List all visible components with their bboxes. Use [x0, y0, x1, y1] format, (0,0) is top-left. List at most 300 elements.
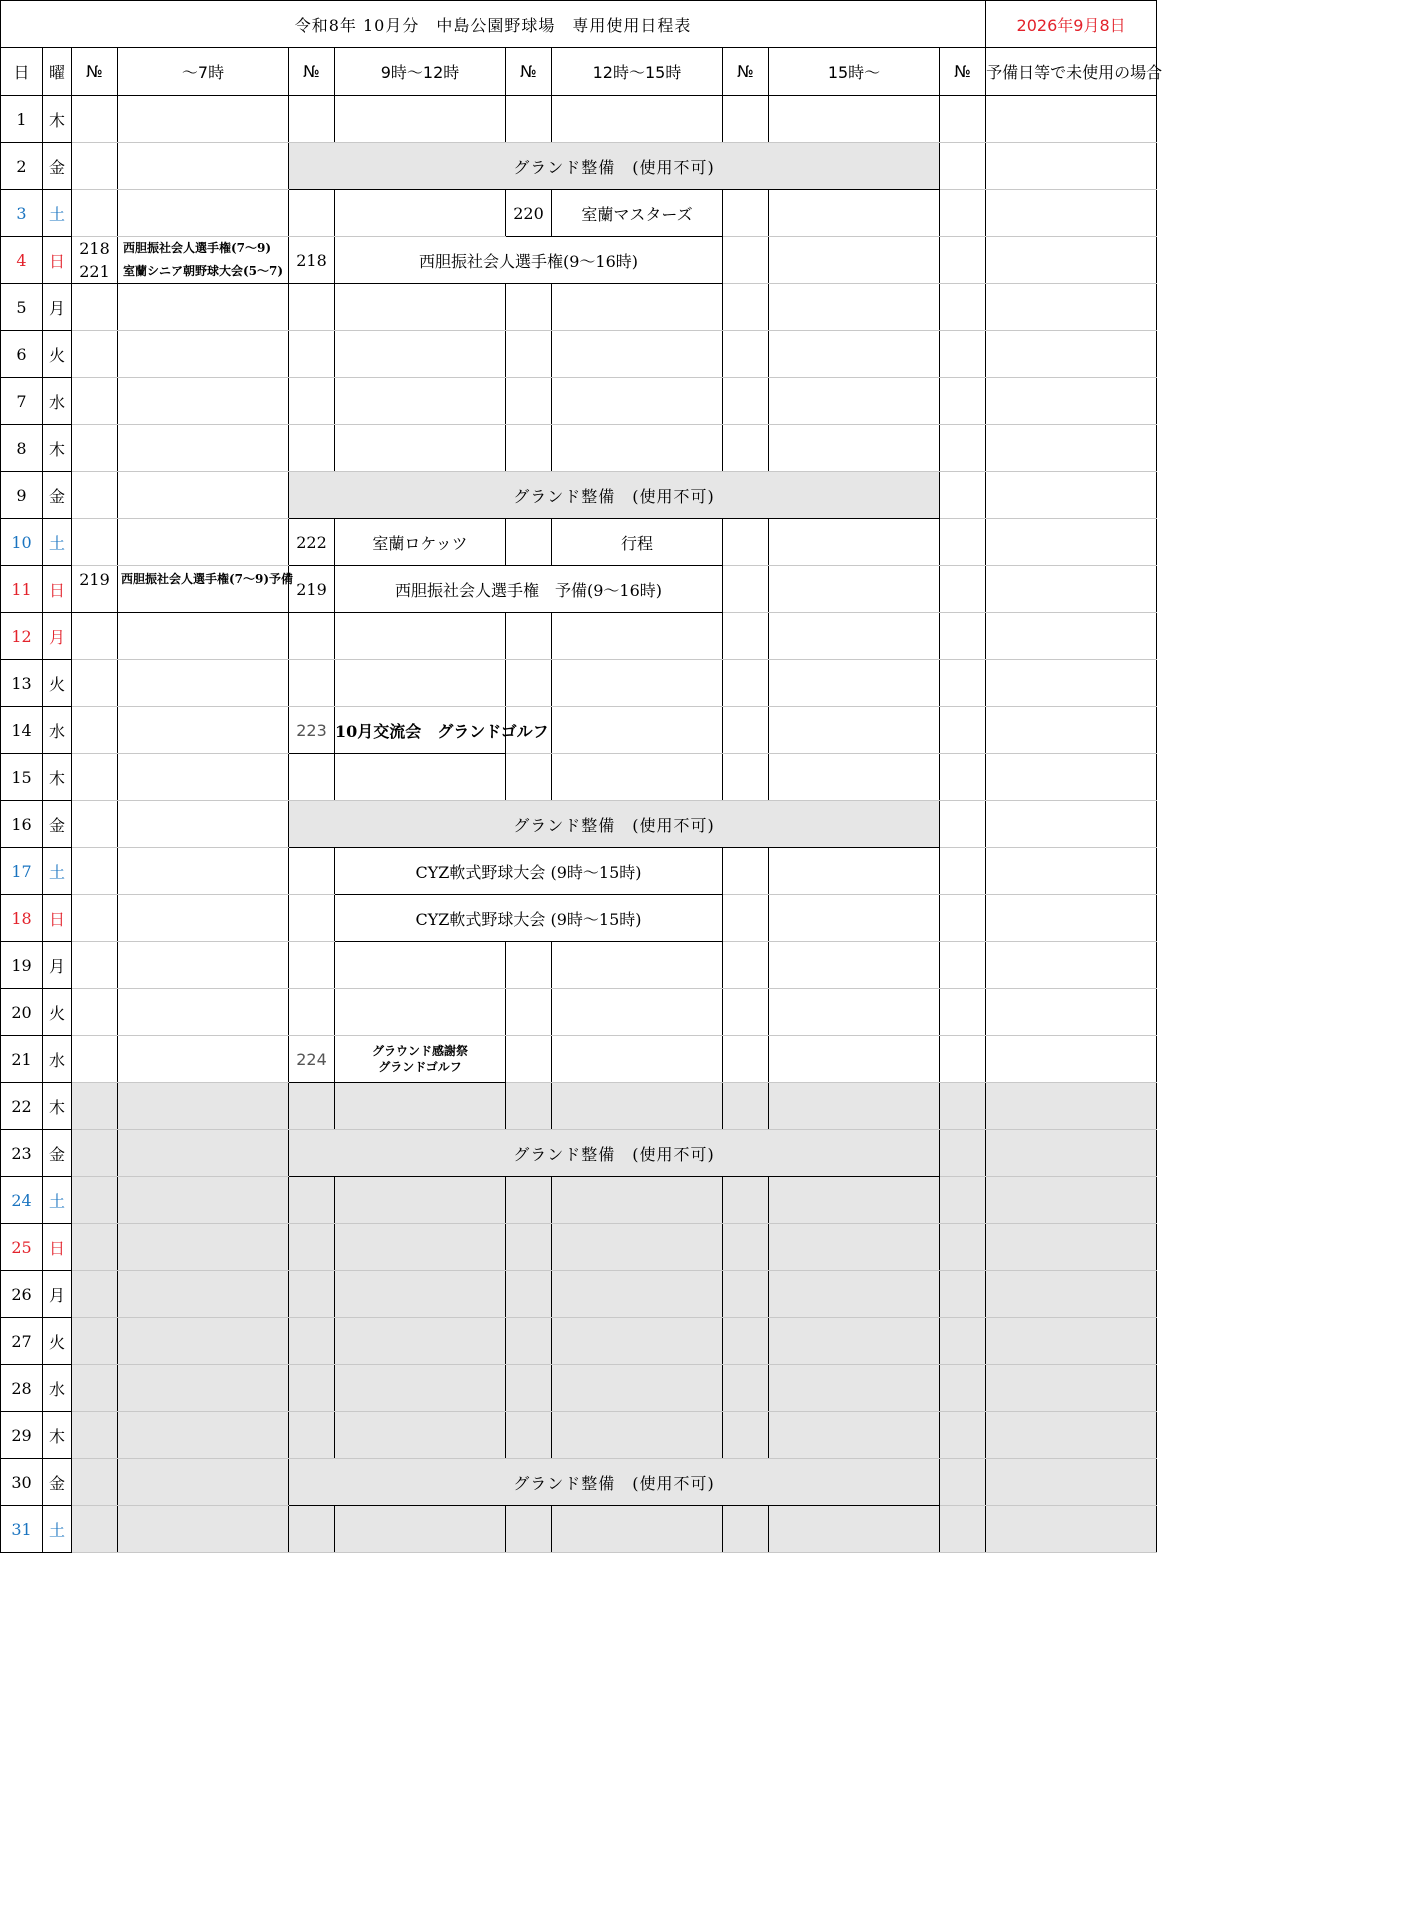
- slot-early: [118, 143, 289, 190]
- no-afternoon: [506, 1224, 552, 1271]
- no-early: [72, 1130, 118, 1177]
- header-no-5: №: [940, 48, 986, 96]
- day-number: 9: [1, 472, 43, 519]
- no-afternoon: [506, 378, 552, 425]
- no-reserve: [940, 1459, 986, 1506]
- no-reserve: [940, 566, 986, 613]
- no-morning: 223: [289, 707, 335, 754]
- weekday: 火: [43, 331, 72, 378]
- slot-early: [118, 1083, 289, 1130]
- day-number: 27: [1, 1318, 43, 1365]
- slot-morning: [335, 989, 506, 1036]
- slot-morning: [335, 754, 506, 801]
- slot-afternoon: [552, 1177, 723, 1224]
- no-reserve: [940, 472, 986, 519]
- slot-reserve: [986, 425, 1157, 472]
- day-number: 25: [1, 1224, 43, 1271]
- no-reserve: [940, 1083, 986, 1130]
- no-afternoon: [506, 989, 552, 1036]
- day-number: 4: [1, 237, 43, 284]
- no-reserve: [940, 143, 986, 190]
- day-number: 6: [1, 331, 43, 378]
- day-number: 17: [1, 848, 43, 895]
- slot-reserve: [986, 519, 1157, 566]
- slot-reserve: [986, 1130, 1157, 1177]
- header-reserve: 予備日等で未使用の場合: [986, 48, 1157, 96]
- slot-reserve: [986, 190, 1157, 237]
- slot-evening: [769, 519, 940, 566]
- table-row: [1, 1130, 1157, 1177]
- no-afternoon: [506, 1036, 552, 1083]
- no-evening: [723, 1271, 769, 1318]
- slot-early: [118, 1459, 289, 1506]
- table-row: [1, 895, 1157, 942]
- slot-morning: [335, 660, 506, 707]
- weekday: 土: [43, 1177, 72, 1224]
- no-early: [72, 425, 118, 472]
- no-evening: [723, 848, 769, 895]
- no-afternoon: [506, 519, 552, 566]
- slot-afternoon: [552, 425, 723, 472]
- no-early: [72, 801, 118, 848]
- table-row: [1, 1083, 1157, 1130]
- slot-early: [118, 707, 289, 754]
- no-early: [72, 660, 118, 707]
- slot-evening: [769, 96, 940, 143]
- slot-afternoon: [552, 1036, 723, 1083]
- no-reserve: [940, 519, 986, 566]
- no-evening: [723, 1318, 769, 1365]
- slot-afternoon: [552, 96, 723, 143]
- day-number: 18: [1, 895, 43, 942]
- no-reserve: [940, 378, 986, 425]
- slot-evening: [769, 1318, 940, 1365]
- slot-early: [118, 801, 289, 848]
- event-text: グラウンド感謝祭: [371, 1044, 468, 1058]
- weekday: 月: [43, 1271, 72, 1318]
- table-row: [1, 1177, 1157, 1224]
- no-afternoon: [506, 1365, 552, 1412]
- slot-morning: [335, 1318, 506, 1365]
- no-morning: [289, 1224, 335, 1271]
- no-morning: [289, 1177, 335, 1224]
- slot-reserve: [986, 378, 1157, 425]
- table-row: [1, 613, 1157, 660]
- no-evening: [723, 190, 769, 237]
- no-evening: [723, 566, 769, 613]
- weekday: 金: [43, 801, 72, 848]
- no-morning: [289, 1083, 335, 1130]
- no-morning: [289, 942, 335, 989]
- slot-early: [118, 989, 289, 1036]
- day-number: 15: [1, 754, 43, 801]
- weekday: 金: [43, 1130, 72, 1177]
- table-row: [1, 1506, 1157, 1553]
- maintenance-cell: グランド整備 (使用不可): [289, 801, 940, 848]
- slot-evening: [769, 660, 940, 707]
- slot-reserve: [986, 942, 1157, 989]
- no-early: [72, 190, 118, 237]
- no-afternoon: [506, 1271, 552, 1318]
- event-cell: 室蘭ロケッツ: [335, 519, 506, 566]
- no-afternoon: 220: [506, 190, 552, 237]
- no-morning: [289, 660, 335, 707]
- table-row: [1, 378, 1157, 425]
- no-morning: [289, 895, 335, 942]
- no-early: [72, 848, 118, 895]
- weekday: 日: [43, 895, 72, 942]
- no-afternoon: [506, 660, 552, 707]
- slot-early: [118, 1177, 289, 1224]
- event-cell: CYZ軟式野球大会 (9時～15時): [335, 848, 723, 895]
- slot-early: [118, 378, 289, 425]
- slot-early: [118, 1506, 289, 1553]
- weekday: 土: [43, 190, 72, 237]
- weekday: 日: [43, 237, 72, 284]
- slot-early: [118, 190, 289, 237]
- slot-afternoon: [552, 1412, 723, 1459]
- slot-early: [118, 660, 289, 707]
- header-slot-early: ～7時: [118, 48, 289, 96]
- event-no: 218: [79, 239, 110, 258]
- slot-evening: [769, 284, 940, 331]
- no-evening: [723, 895, 769, 942]
- no-reserve: [940, 613, 986, 660]
- day-number: 2: [1, 143, 43, 190]
- no-afternoon: [506, 331, 552, 378]
- no-early: [72, 1271, 118, 1318]
- no-evening: [723, 1224, 769, 1271]
- slot-early: [118, 566, 294, 613]
- no-morning: [289, 378, 335, 425]
- slot-early: [118, 613, 289, 660]
- no-afternoon: [506, 96, 552, 143]
- no-early: [72, 566, 118, 613]
- weekday: 土: [43, 519, 72, 566]
- no-reserve: [940, 284, 986, 331]
- no-evening: [723, 1177, 769, 1224]
- no-early: [72, 1365, 118, 1412]
- no-early: [72, 378, 118, 425]
- no-afternoon: [506, 942, 552, 989]
- page-title: 令和8年 10月分 中島公園野球場 専用使用日程表: [1, 1, 986, 48]
- event-no: 221: [79, 262, 110, 281]
- no-afternoon: [506, 1318, 552, 1365]
- slot-early: [118, 331, 289, 378]
- maintenance-cell: グランド整備 (使用不可): [289, 143, 940, 190]
- no-morning: [289, 989, 335, 1036]
- slot-afternoon: [552, 1365, 723, 1412]
- weekday: 日: [43, 1224, 72, 1271]
- no-afternoon: [506, 613, 552, 660]
- slot-reserve: [986, 1271, 1157, 1318]
- weekday: 木: [43, 754, 72, 801]
- table-row: [1, 472, 1157, 519]
- no-morning: [289, 190, 335, 237]
- issue-date: 2026年9月8日: [986, 1, 1157, 48]
- slot-reserve: [986, 660, 1157, 707]
- slot-evening: [769, 707, 940, 754]
- table-row: [1, 1365, 1157, 1412]
- table-row: [1, 660, 1157, 707]
- slot-early: [118, 237, 289, 284]
- weekday: 木: [43, 1083, 72, 1130]
- no-early: [72, 237, 118, 284]
- slot-reserve: [986, 1318, 1157, 1365]
- no-morning: [289, 613, 335, 660]
- weekday: 土: [43, 1506, 72, 1553]
- no-morning: 219: [289, 566, 335, 613]
- no-reserve: [940, 425, 986, 472]
- no-evening: [723, 519, 769, 566]
- slot-reserve: [986, 1365, 1157, 1412]
- table-row: [1, 1224, 1157, 1271]
- weekday: 金: [43, 472, 72, 519]
- weekday: 火: [43, 1318, 72, 1365]
- header-no-2: №: [289, 48, 335, 96]
- no-early: [72, 1177, 118, 1224]
- slot-evening: [769, 1412, 940, 1459]
- no-reserve: [940, 848, 986, 895]
- slot-evening: [769, 895, 940, 942]
- no-afternoon: [506, 284, 552, 331]
- slot-afternoon: [552, 1271, 723, 1318]
- event-text: 西胆振社会人選手権(7～9)予備: [121, 571, 294, 586]
- weekday: 土: [43, 848, 72, 895]
- no-morning: [289, 1365, 335, 1412]
- event-cell: [335, 1036, 506, 1083]
- slot-reserve: [986, 1224, 1157, 1271]
- slot-reserve: [986, 989, 1157, 1036]
- slot-reserve: [986, 801, 1157, 848]
- table-row: [1, 801, 1157, 848]
- slot-early: [118, 942, 289, 989]
- no-morning: [289, 331, 335, 378]
- day-number: 31: [1, 1506, 43, 1553]
- no-early: [72, 1412, 118, 1459]
- no-afternoon: [506, 1083, 552, 1130]
- no-afternoon: [506, 754, 552, 801]
- day-number: 5: [1, 284, 43, 331]
- no-evening: [723, 942, 769, 989]
- maintenance-cell: グランド整備 (使用不可): [289, 472, 940, 519]
- no-early: [72, 472, 118, 519]
- slot-afternoon: [552, 331, 723, 378]
- weekday: 水: [43, 707, 72, 754]
- table-row: [1, 848, 1157, 895]
- table-row: [1, 1459, 1157, 1506]
- slot-early: [118, 895, 289, 942]
- slot-afternoon: [552, 1083, 723, 1130]
- event-cell: 西胆振社会人選手権 予備(9～16時): [335, 566, 723, 613]
- no-evening: [723, 989, 769, 1036]
- slot-morning: [335, 378, 506, 425]
- table-row: [1, 942, 1157, 989]
- no-reserve: [940, 331, 986, 378]
- day-number: 3: [1, 190, 43, 237]
- weekday: 火: [43, 989, 72, 1036]
- weekday: 水: [43, 1365, 72, 1412]
- header-no-3: №: [506, 48, 552, 96]
- slot-evening: [769, 848, 940, 895]
- event-cell: 行程: [552, 519, 723, 566]
- table-row: [1, 190, 1157, 237]
- slot-early: [118, 1365, 289, 1412]
- no-morning: 222: [289, 519, 335, 566]
- slot-early: [118, 1130, 289, 1177]
- slot-reserve: [986, 331, 1157, 378]
- table-row: [1, 519, 1157, 566]
- day-number: 22: [1, 1083, 43, 1130]
- slot-afternoon: [552, 989, 723, 1036]
- no-evening: [723, 660, 769, 707]
- no-evening: [723, 707, 769, 754]
- slot-evening: [769, 1036, 940, 1083]
- no-early: [72, 519, 118, 566]
- slot-evening: [769, 989, 940, 1036]
- slot-evening: [769, 942, 940, 989]
- table-row: [1, 566, 1157, 613]
- event-cell: 室蘭マスターズ: [552, 190, 723, 237]
- slot-evening: [769, 425, 940, 472]
- header-weekday: 曜: [43, 48, 72, 96]
- slot-morning: [335, 1365, 506, 1412]
- slot-morning: [335, 1271, 506, 1318]
- no-early: [72, 754, 118, 801]
- slot-early: [118, 754, 289, 801]
- no-reserve: [940, 1036, 986, 1083]
- table-row: [1, 284, 1157, 331]
- slot-early: [118, 1271, 289, 1318]
- slot-evening: [769, 613, 940, 660]
- event-no: 219: [79, 569, 110, 589]
- weekday: 木: [43, 1412, 72, 1459]
- event-cell: 西胆振社会人選手権(9～16時): [335, 237, 723, 284]
- slot-early: [118, 472, 289, 519]
- event-text: 西胆振社会人選手権(7～9): [123, 241, 272, 255]
- no-evening: [723, 1083, 769, 1130]
- no-reserve: [940, 1318, 986, 1365]
- slot-early: [118, 519, 289, 566]
- slot-early: [118, 1412, 289, 1459]
- slot-evening: [769, 1506, 940, 1553]
- slot-morning: [335, 284, 506, 331]
- day-number: 10: [1, 519, 43, 566]
- table-row: [1, 1412, 1157, 1459]
- slot-reserve: [986, 143, 1157, 190]
- header-no-1: №: [72, 48, 118, 96]
- no-reserve: [940, 1365, 986, 1412]
- slot-reserve: [986, 1459, 1157, 1506]
- weekday: 月: [43, 613, 72, 660]
- maintenance-cell: グランド整備 (使用不可): [289, 1130, 940, 1177]
- slot-reserve: [986, 848, 1157, 895]
- weekday: 金: [43, 1459, 72, 1506]
- no-reserve: [940, 801, 986, 848]
- event-cell: CYZ軟式野球大会 (9時～15時): [335, 895, 723, 942]
- day-number: 24: [1, 1177, 43, 1224]
- slot-early: [118, 1224, 289, 1271]
- no-evening: [723, 284, 769, 331]
- slot-reserve: [986, 284, 1157, 331]
- day-number: 11: [1, 566, 43, 613]
- header-no-4: №: [723, 48, 769, 96]
- no-early: [72, 1224, 118, 1271]
- no-evening: [723, 1506, 769, 1553]
- slot-afternoon: [552, 378, 723, 425]
- slot-evening: [769, 1083, 940, 1130]
- no-reserve: [940, 707, 986, 754]
- no-morning: [289, 1318, 335, 1365]
- slot-afternoon: [552, 754, 723, 801]
- event-cell: 10月交流会 グランドゴルフ: [335, 707, 506, 754]
- slot-morning: [335, 96, 506, 143]
- no-early: [72, 895, 118, 942]
- table-row: [1, 96, 1157, 143]
- slot-evening: [769, 237, 940, 284]
- table-row: [1, 237, 1157, 284]
- slot-evening: [769, 1365, 940, 1412]
- day-number: 20: [1, 989, 43, 1036]
- no-early: [72, 1083, 118, 1130]
- slot-early: [118, 284, 289, 331]
- no-evening: [723, 96, 769, 143]
- slot-evening: [769, 331, 940, 378]
- no-evening: [723, 237, 769, 284]
- no-morning: [289, 1412, 335, 1459]
- no-reserve: [940, 1177, 986, 1224]
- no-morning: [289, 1506, 335, 1553]
- slot-early: [118, 1318, 289, 1365]
- no-morning: [289, 848, 335, 895]
- slot-afternoon: [552, 284, 723, 331]
- no-reserve: [940, 989, 986, 1036]
- no-reserve: [940, 1412, 986, 1459]
- slot-reserve: [986, 895, 1157, 942]
- slot-morning: [335, 425, 506, 472]
- slot-early: [118, 425, 289, 472]
- slot-reserve: [986, 237, 1157, 284]
- slot-afternoon: [552, 660, 723, 707]
- weekday: 水: [43, 1036, 72, 1083]
- table-row: [1, 1318, 1157, 1365]
- maintenance-cell: グランド整備 (使用不可): [289, 1459, 940, 1506]
- no-reserve: [940, 96, 986, 143]
- slot-morning: [335, 1083, 506, 1130]
- slot-afternoon: [552, 613, 723, 660]
- slot-reserve: [986, 707, 1157, 754]
- day-number: 14: [1, 707, 43, 754]
- slot-reserve: [986, 1506, 1157, 1553]
- header-slot-afternoon: 12時～15時: [552, 48, 723, 96]
- slot-reserve: [986, 1083, 1157, 1130]
- no-evening: [723, 425, 769, 472]
- day-number: 16: [1, 801, 43, 848]
- day-number: 8: [1, 425, 43, 472]
- slot-morning: [335, 1506, 506, 1553]
- header-day: 日: [1, 48, 43, 96]
- slot-afternoon: [552, 1506, 723, 1553]
- weekday: 火: [43, 660, 72, 707]
- header-slot-morning: 9時～12時: [335, 48, 506, 96]
- no-evening: [723, 754, 769, 801]
- no-morning: [289, 754, 335, 801]
- slot-afternoon: [552, 942, 723, 989]
- no-reserve: [940, 1506, 986, 1553]
- no-afternoon: [506, 425, 552, 472]
- table-row: [1, 989, 1157, 1036]
- slot-evening: [769, 1177, 940, 1224]
